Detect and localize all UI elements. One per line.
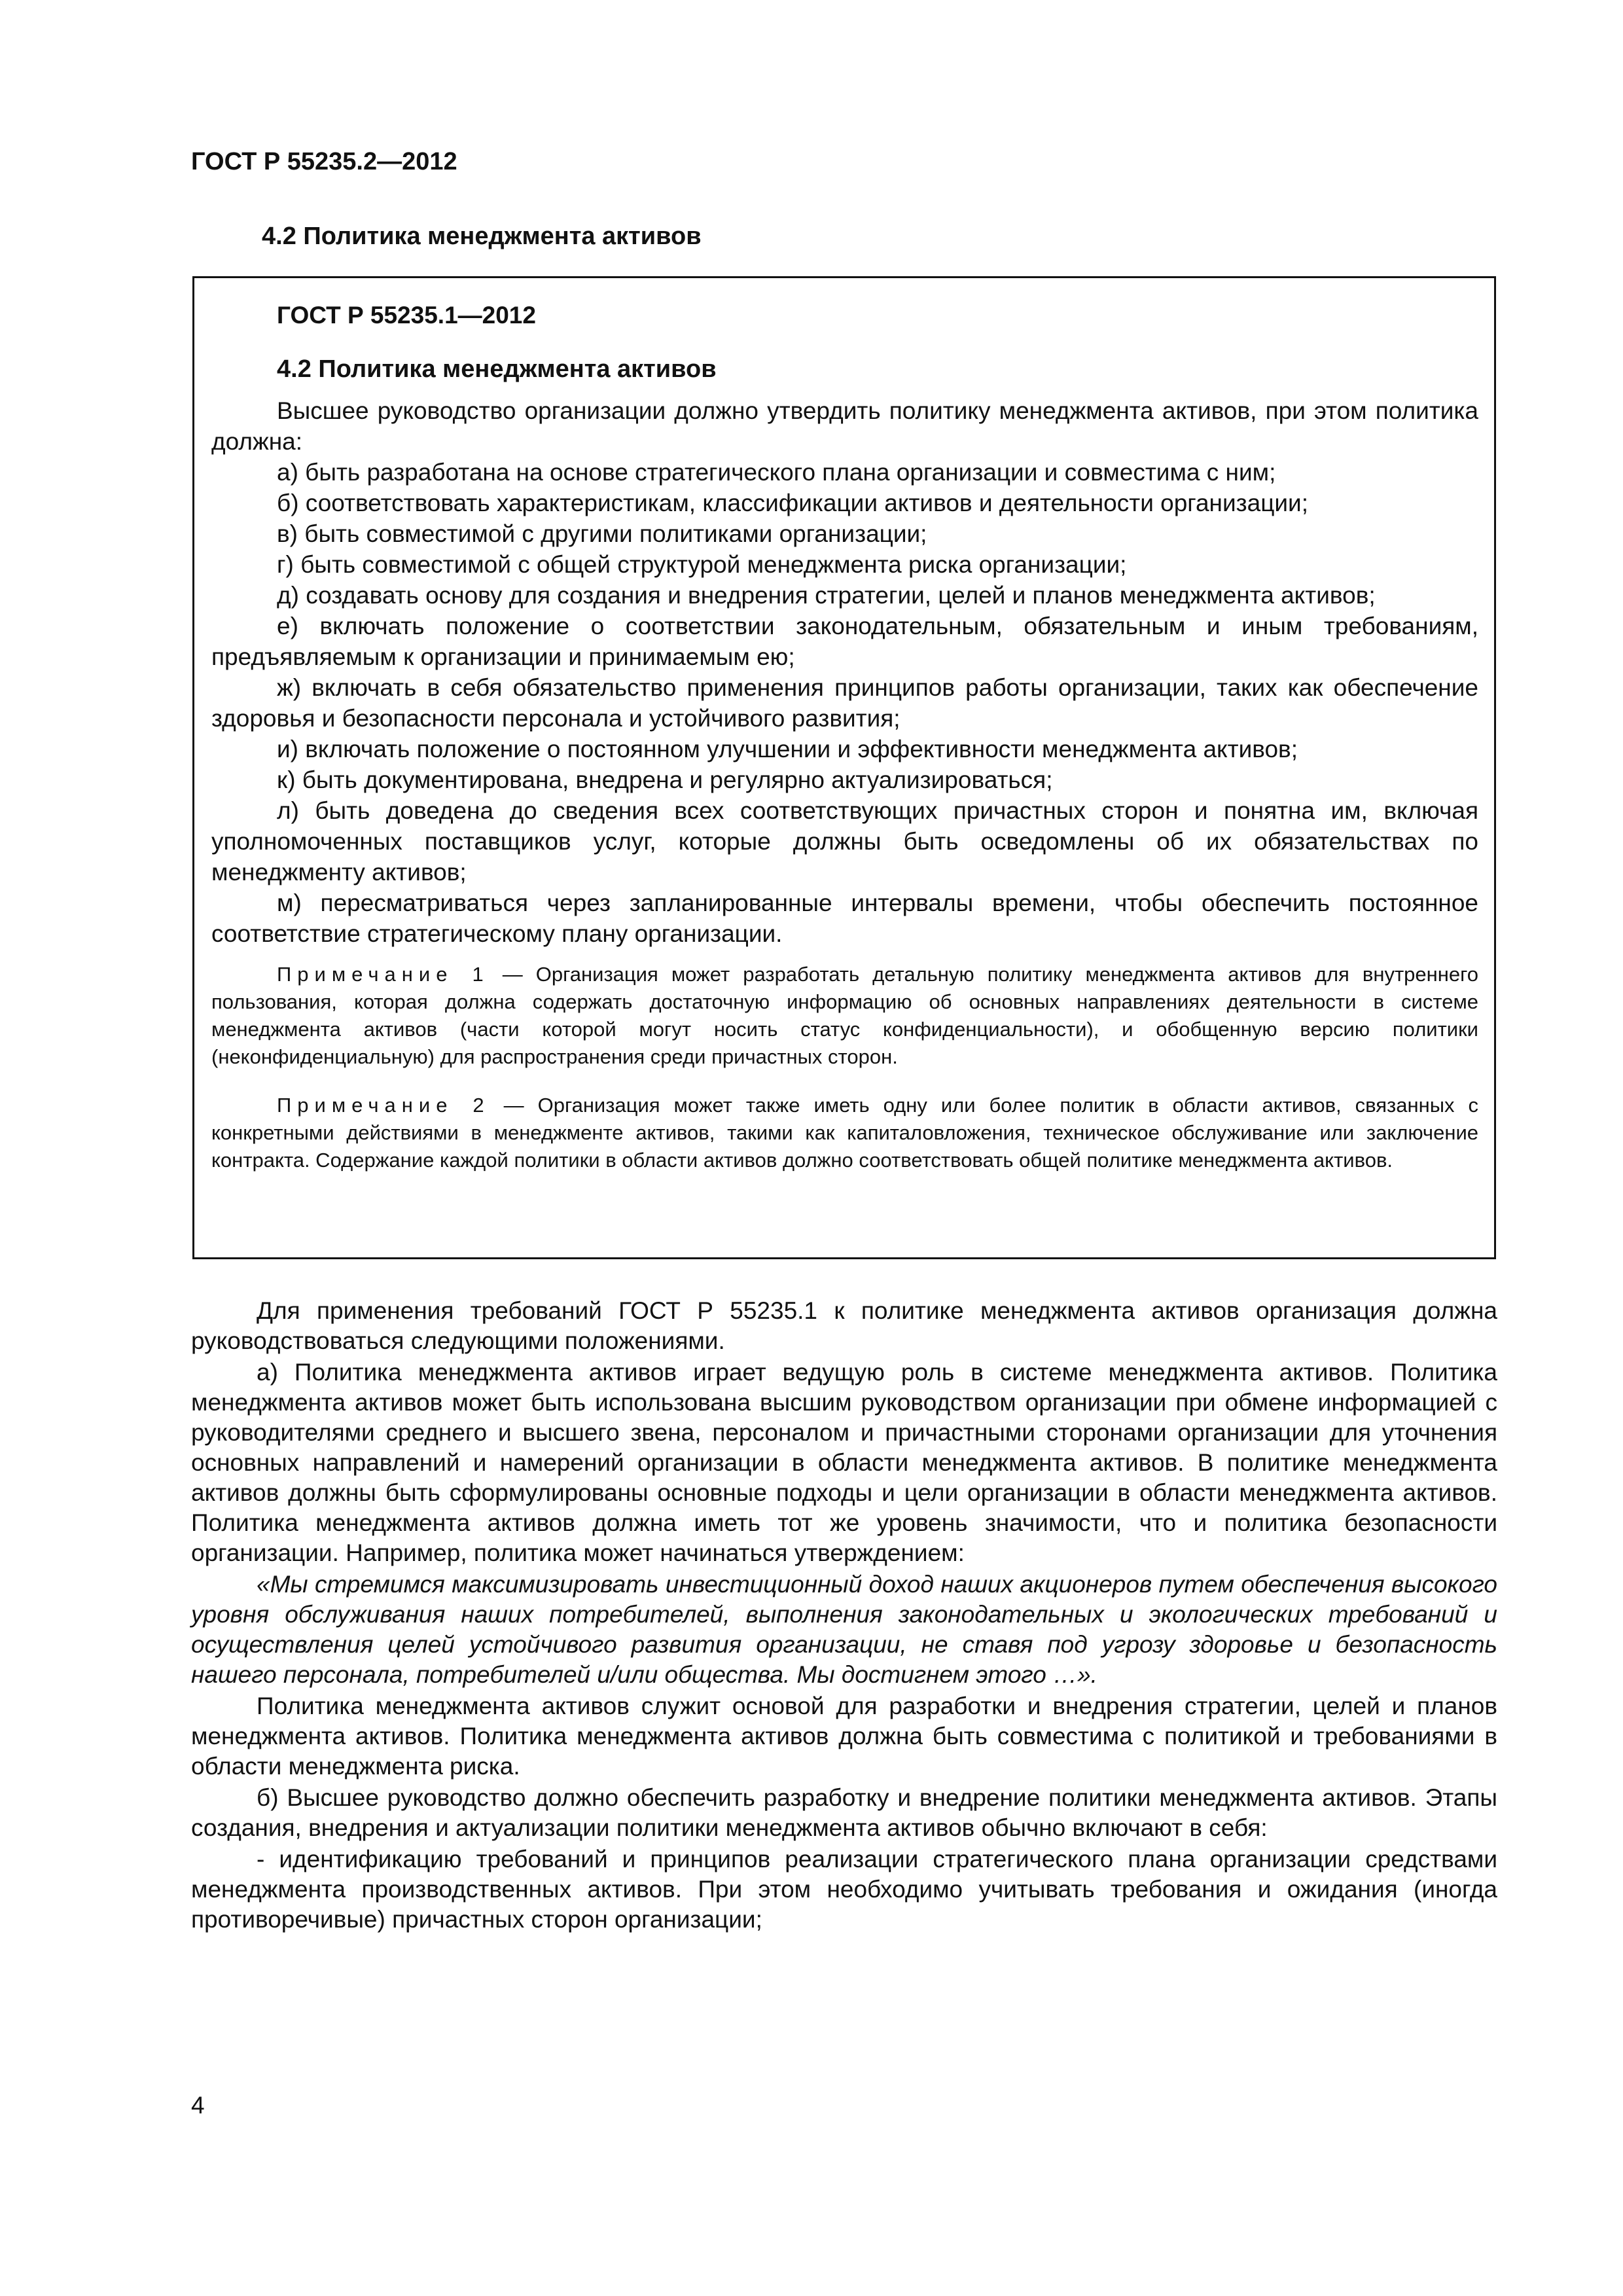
document-standard-code: ГОСТ Р 55235.2—2012 bbox=[191, 148, 457, 175]
body-paragraph: - идентификацию требований и принципов реализации стратегического плана организации средствами менеджмента производственных активов. При этом необходимо учитывать требования и ожидания (иногда противоречивые) причастных сторон организации; bbox=[191, 1846, 1497, 1933]
quoted-list-item: б) соответствовать характеристикам, классификации активов и деятельности организации; bbox=[277, 490, 1309, 516]
section-title: 4.2 Политика менеджмента активов bbox=[262, 223, 702, 250]
quoted-standard-content bbox=[211, 302, 1478, 1174]
quoted-section-title: 4.2 Политика менеджмента активов bbox=[277, 355, 717, 383]
note-1-label: Примечание 1 bbox=[277, 963, 490, 986]
quoted-standard-code: ГОСТ Р 55235.1—2012 bbox=[277, 302, 536, 329]
policy-example-quote: «Мы стремимся максимизировать инвестиционный доход наших акционеров путем обеспечения высокого уровня обслуживания наших потребителей, выполнения законодательных и экологических требований и осуществления целей устойчивого развития организации, не ставя под угрозу здоровье и безопасность нашего персонала, потребителей и/или общества. Мы достигнем этого …». bbox=[191, 1571, 1497, 1688]
quoted-list-item: д) создавать основу для создания и внедрения стратегии, целей и планов менеджмента активов; bbox=[277, 582, 1376, 609]
body-paragraph: Политика менеджмента активов служит основой для разработки и внедрения стратегии, целей и планов менеджмента активов. Политика менеджмента активов должна быть совместима с политикой и требованиями в области менеджмента риска. bbox=[191, 1693, 1497, 1780]
note-1-text: — Организация может разработать детальную политику менеджмента активов для внутреннего пользования, которая должна содержать достаточную информацию об основных направлениях деятельности в системе менеджмента активов (части которой могут носить статус конфиденциальности), и обобщенную версию политики (неконфиденциальную) для распространения среди причастных сторон. bbox=[211, 963, 1478, 1068]
main-body-text bbox=[191, 1296, 1497, 1936]
body-paragraph: Для применения требований ГОСТ Р 55235.1 к политике менеджмента активов организация должна руководствоваться следующими положениями. bbox=[191, 1297, 1497, 1354]
quoted-list-item: л) быть доведена до сведения всех соответствующих причастных сторон и понятна им, включая уполномоченных поставщиков услуг, которые должны быть осведомлены об их обязательствах по менеджменту активов; bbox=[211, 797, 1478, 886]
quoted-list-item: к) быть документирована, внедрена и регулярно актуализироваться; bbox=[277, 766, 1053, 793]
note-1 bbox=[211, 961, 1478, 1071]
body-paragraph: б) Высшее руководство должно обеспечить разработку и внедрение политики менеджмента активов. Этапы создания, внедрения и актуализации политики менеджмента активов обычно включают в себя: bbox=[191, 1784, 1497, 1841]
quoted-paragraph: Высшее руководство организации должно утвердить политику менеджмента активов, при этом политика должна: bbox=[211, 397, 1478, 455]
note-2 bbox=[211, 1092, 1478, 1174]
quoted-standard-box bbox=[192, 276, 1496, 1259]
quoted-list-item: е) включать положение о соответствии законодательным, обязательным и иным требованиям, предъявляемым к организации и принимаемым ею; bbox=[211, 613, 1478, 670]
quoted-list-item: г) быть совместимой с общей структурой менеджмента риска организации; bbox=[277, 551, 1127, 578]
quoted-list-item: и) включать положение о постоянном улучшении и эффективности менеджмента активов; bbox=[277, 736, 1298, 762]
note-2-text: — Организация может также иметь одну или более политик в области активов, связанных с конкретными действиями в менеджменте активов, такими как капиталовложения, техническое обслуживание или заключение контракта. Содержание каждой политики в области активов должно соответствовать общей политике менеджмента активов. bbox=[211, 1094, 1478, 1172]
quoted-list-item: м) пересматриваться через запланированные интервалы времени, чтобы обеспечить постоянное соответствие стратегическому плану организации. bbox=[211, 889, 1478, 947]
page-number: 4 bbox=[191, 2092, 205, 2119]
body-paragraph: а) Политика менеджмента активов играет ведущую роль в системе менеджмента активов. Политика менеджмента активов может быть использована высшим руководством организации при обмене информацией с руководителями среднего и высшего звена, персоналом и причастными сторонами организации для уточнения основных направлений и намерений организации в области менеджмента активов. В политике менеджмента активов должны быть сформулированы основные подходы и цели организации в области менеджмента активов. Политика менеджмента активов должна иметь тот же уровень значимости, что и политика безопасности организации. Например, политика может начинаться утверждением: bbox=[191, 1359, 1497, 1566]
quoted-list-item: ж) включать в себя обязательство применения принципов работы организации, таких как обеспечение здоровья и безопасности персонала и устойчивого развития; bbox=[211, 674, 1478, 732]
quoted-list-item: а) быть разработана на основе стратегического плана организации и совместима с ним; bbox=[277, 459, 1276, 486]
quoted-list-item: в) быть совместимой с другими политиками организации; bbox=[277, 520, 927, 547]
note-2-label: Примечание 2 bbox=[277, 1094, 490, 1117]
